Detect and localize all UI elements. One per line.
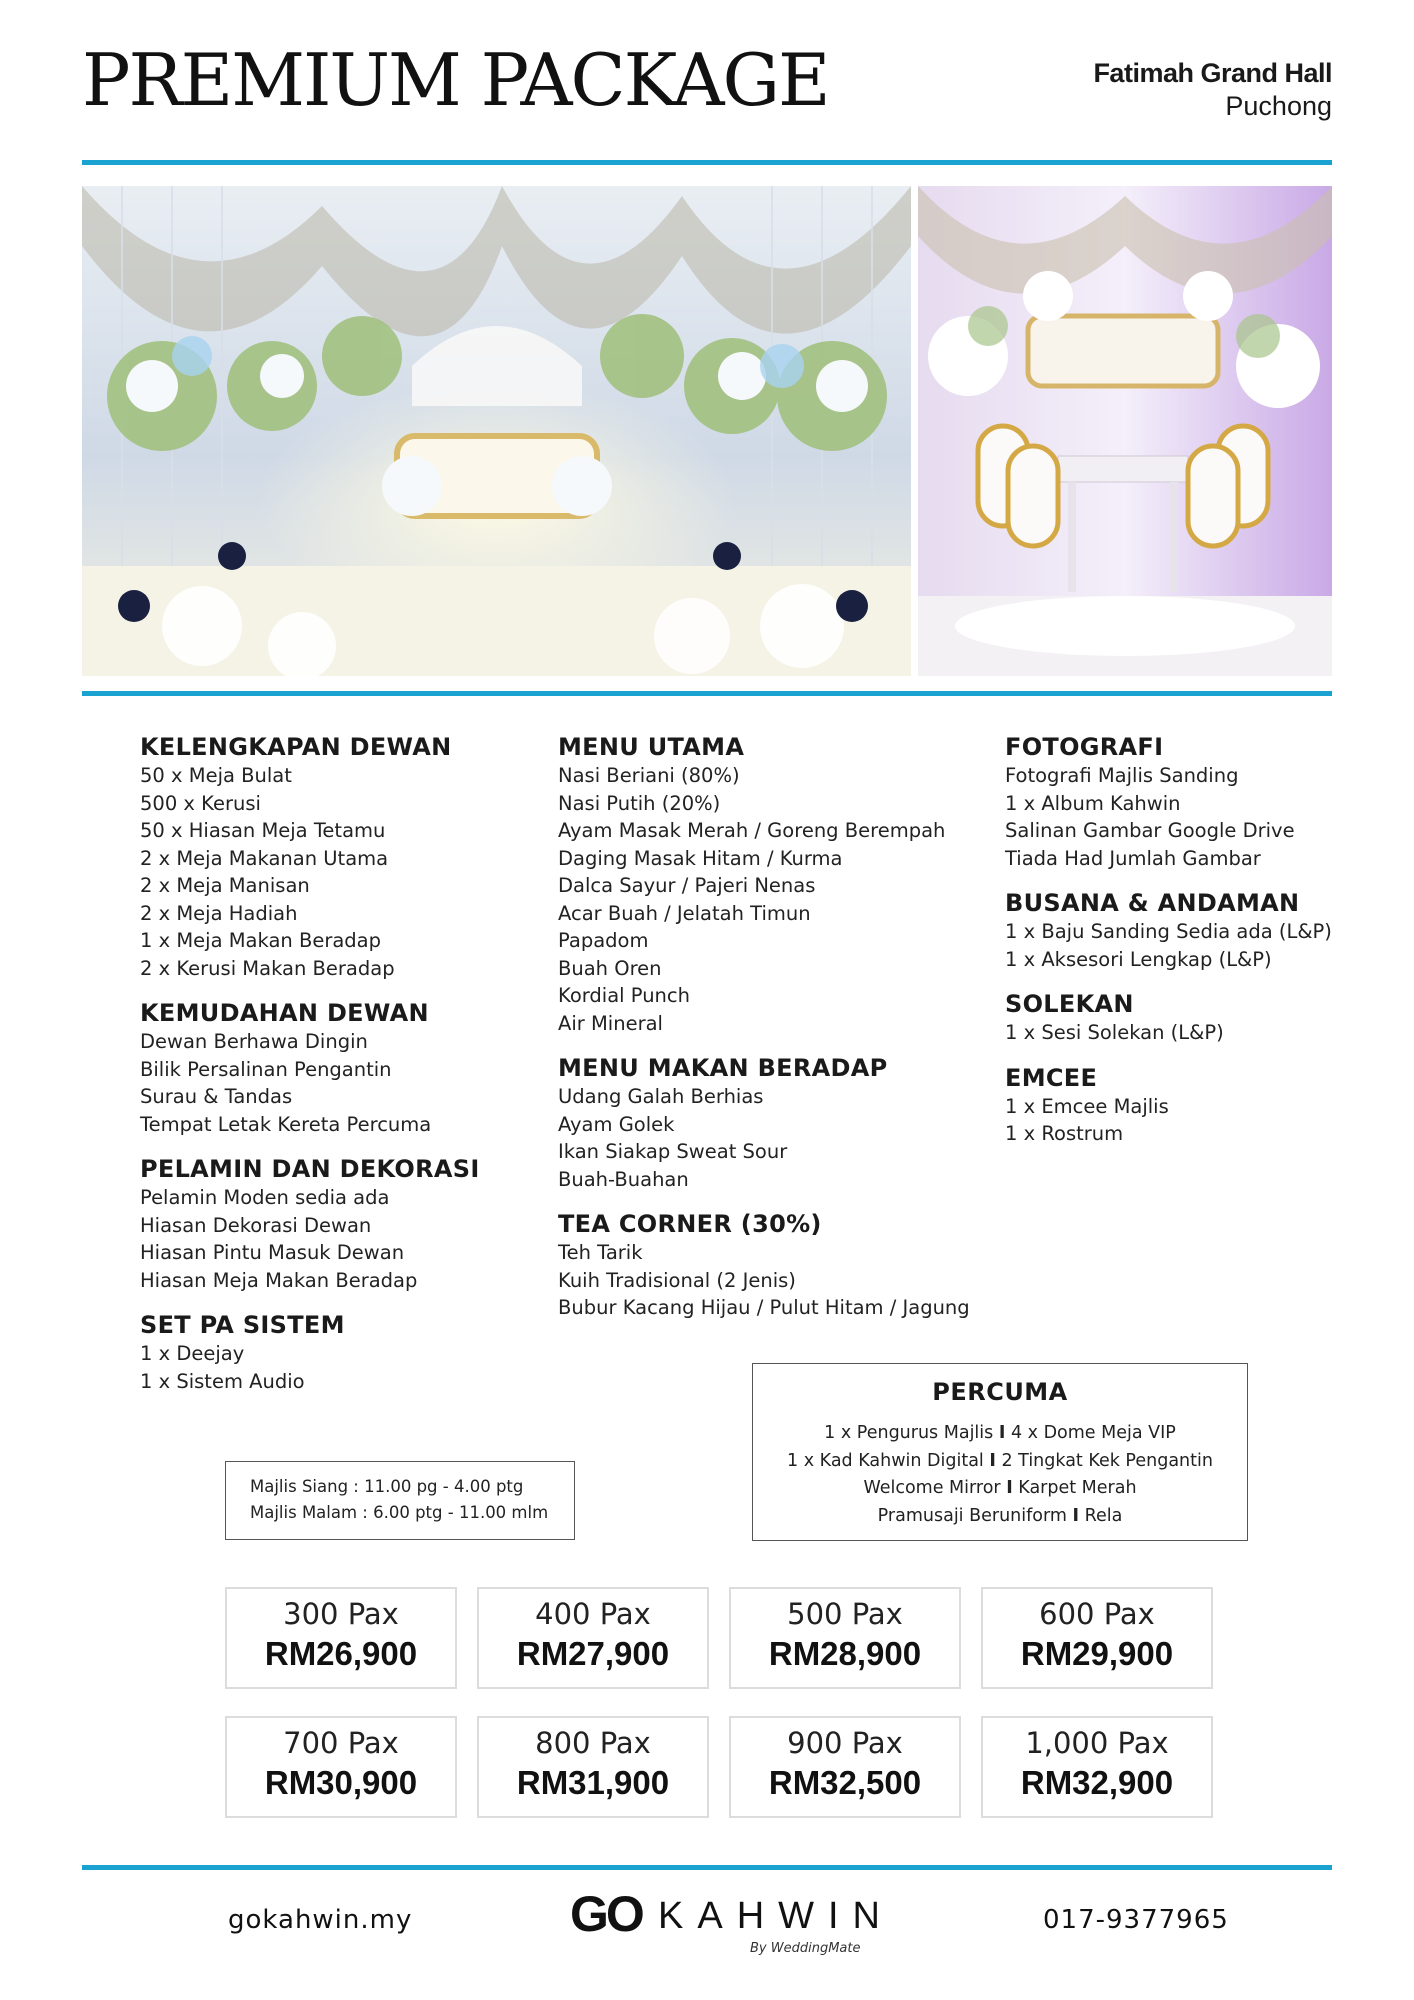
price-pax: 900 Pax: [787, 1726, 903, 1760]
hours-night: Majlis Malam : 6.00 ptg - 11.00 mlm: [250, 1503, 549, 1522]
price-amount: RM28,900: [768, 1635, 922, 1672]
list-item: Tiada Had Jumlah Gambar: [1005, 846, 1261, 870]
logo-go: GO: [570, 1886, 642, 1942]
price-amount: RM26,900: [264, 1635, 418, 1672]
list-item: Surau & Tandas: [140, 1085, 293, 1108]
price-amount: RM30,900: [264, 1764, 418, 1801]
section-heading: KELENGKAPAN DEWAN: [140, 733, 452, 761]
list-item: Buah-Buahan: [558, 1167, 689, 1191]
website-link[interactable]: gokahwin.my: [228, 1905, 413, 1935]
percuma-row: 1 x Pengurus Majlis I 4 x Dome Meja VIP: [824, 1423, 1176, 1443]
section-heading: FOTOGRAFI: [1005, 733, 1164, 761]
hours-day: Majlis Siang : 11.00 pg - 4.00 ptg: [250, 1477, 524, 1496]
footer-divider: [82, 1865, 1332, 1870]
list-item: 500 x Kerusi: [140, 791, 261, 815]
section-heading: SOLEKAN: [1005, 990, 1134, 1018]
percuma-row: Pramusaji Beruniform I Rela: [877, 1505, 1123, 1526]
list-item: 1 x Sesi Solekan (L&P): [1005, 1021, 1224, 1044]
list-item: Ayam Golek: [558, 1112, 675, 1136]
price-card: [225, 1587, 457, 1689]
logo-kahwin: KAHWIN: [658, 1895, 894, 1937]
list-item: Air Mineral: [558, 1011, 663, 1035]
section-kemudahan-dewan: [140, 998, 540, 1138]
list-item: 2 x Kerusi Makan Beradap: [140, 956, 395, 980]
percuma-row: 1 x Kad Kahwin Digital I 2 Tingkat Kek Pengantin: [787, 1450, 1213, 1471]
list-item: Nasi Putih (20%): [558, 791, 721, 815]
section-heading: PELAMIN DAN DEKORASI: [140, 1155, 480, 1183]
list-item: Salinan Gambar Google Drive: [1005, 819, 1295, 842]
section-menu-makan-beradap: [558, 1053, 978, 1193]
price-pax: 600 Pax: [1039, 1597, 1155, 1631]
gokahwin-logo: [570, 1885, 894, 1956]
photo-pelamin-stage: [82, 186, 911, 676]
section-emcee: [1005, 1063, 1345, 1148]
section-busana-andaman: [1005, 888, 1345, 973]
list-item: 2 x Meja Manisan: [140, 874, 310, 897]
column-middle: [558, 732, 978, 1338]
price-amount: RM31,900: [516, 1764, 670, 1801]
price-card: [225, 1716, 457, 1818]
percuma-box: [752, 1363, 1248, 1541]
section-tea-corner: [558, 1209, 978, 1322]
hours-box: [225, 1461, 575, 1540]
phone-number[interactable]: 017-9377965: [1043, 1905, 1229, 1935]
venue-name: Fatimah Grand Hall: [1093, 58, 1332, 88]
section-kelengkapan-dewan: [140, 732, 540, 982]
section-pelamin-dekorasi: [140, 1154, 540, 1294]
list-item: Papadom: [558, 929, 649, 952]
section-pa-sistem: [140, 1310, 540, 1395]
list-item: 50 x Meja Bulat: [140, 764, 292, 787]
price-card: [729, 1587, 961, 1689]
list-item: Teh Tarik: [558, 1241, 643, 1264]
top-divider: [82, 160, 1332, 165]
list-item: 1 x Baju Sanding Sedia ada (L&P): [1005, 920, 1332, 943]
list-item: Buah Oren: [558, 956, 662, 980]
list-item: Tempat Letak Kereta Percuma: [140, 1112, 432, 1136]
list-item: 1 x Meja Makan Beradap: [140, 929, 382, 952]
list-item: Dalca Sayur / Pajeri Nenas: [558, 874, 816, 897]
price-card: [981, 1587, 1213, 1689]
price-amount: RM29,900: [1020, 1635, 1174, 1672]
price-amount: RM27,900: [516, 1635, 670, 1672]
list-item: Nasi Beriani (80%): [558, 764, 740, 787]
price-amount: RM32,500: [768, 1764, 922, 1801]
list-item: Hiasan Pintu Masuk Dewan: [140, 1241, 405, 1264]
list-item: 1 x Sistem Audio: [140, 1369, 305, 1393]
price-pax: 700 Pax: [283, 1726, 399, 1760]
page-title: PREMIUM PACKAGE: [82, 38, 829, 122]
list-item: 1 x Album Kahwin: [1005, 791, 1181, 815]
section-heading: MENU MAKAN BERADAP: [558, 1054, 888, 1082]
list-item: 1 x Deejay: [140, 1342, 245, 1365]
list-item: Ayam Masak Merah / Goreng Berempah: [558, 819, 946, 842]
logo-byline: By WeddingMate: [750, 1941, 861, 1956]
column-right: [1005, 732, 1345, 1164]
list-item: Ikan Siakap Sweat Sour: [558, 1140, 788, 1163]
price-card: [477, 1587, 709, 1689]
price-amount: RM32,900: [1020, 1764, 1174, 1801]
price-card: [981, 1716, 1213, 1818]
list-item: Acar Buah / Jelatah Timun: [558, 901, 811, 925]
list-item: Kordial Punch: [558, 984, 690, 1007]
price-pax: 1,000 Pax: [1025, 1726, 1169, 1760]
section-heading: TEA CORNER (30%): [558, 1210, 822, 1238]
list-item: Pelamin Moden sedia ada: [140, 1186, 390, 1209]
list-item: Dewan Berhawa Dingin: [140, 1030, 368, 1053]
price-pax: 300 Pax: [283, 1597, 399, 1631]
section-fotografi: [1005, 732, 1345, 872]
price-pax: 800 Pax: [535, 1726, 651, 1760]
percuma-heading: PERCUMA: [932, 1378, 1068, 1406]
percuma-row: Welcome Mirror I Karpet Merah: [863, 1478, 1137, 1498]
section-heading: EMCEE: [1005, 1063, 1098, 1092]
section-heading: SET PA SISTEM: [140, 1311, 345, 1339]
list-item: Hiasan Dekorasi Dewan: [140, 1213, 372, 1237]
section-menu-utama: [558, 732, 978, 1037]
section-heading: KEMUDAHAN DEWAN: [140, 999, 429, 1027]
price-card: [729, 1716, 961, 1818]
list-item: 1 x Aksesori Lengkap (L&P): [1005, 947, 1272, 971]
list-item: 2 x Meja Makanan Utama: [140, 846, 389, 870]
list-item: 1 x Emcee Majlis: [1005, 1094, 1169, 1118]
list-item: Kuih Tradisional (2 Jenis): [558, 1268, 796, 1292]
list-item: Bubur Kacang Hijau / Pulut Hitam / Jagung: [558, 1296, 970, 1319]
section-heading: MENU UTAMA: [558, 733, 745, 761]
list-item: Daging Masak Hitam / Kurma: [558, 846, 843, 870]
section-heading: BUSANA & ANDAMAN: [1005, 889, 1300, 917]
venue-block: [1093, 58, 1332, 122]
price-pax: 500 Pax: [787, 1597, 903, 1631]
list-item: Hiasan Meja Makan Beradap: [140, 1268, 418, 1292]
venue-location: Puchong: [1225, 91, 1332, 121]
list-item: 2 x Meja Hadiah: [140, 901, 298, 925]
section-solekan: [1005, 989, 1345, 1047]
list-item: 1 x Rostrum: [1005, 1122, 1124, 1145]
photo-dining-table: [918, 186, 1332, 676]
price-pax: 400 Pax: [535, 1597, 651, 1631]
photo-divider: [82, 691, 1332, 696]
price-card: [477, 1716, 709, 1818]
column-left: [140, 732, 540, 1411]
list-item: Fotografi Majlis Sanding: [1005, 764, 1239, 787]
list-item: Bilik Persalinan Pengantin: [140, 1057, 392, 1081]
list-item: 50 x Hiasan Meja Tetamu: [140, 819, 386, 842]
list-item: Udang Galah Berhias: [558, 1085, 764, 1108]
